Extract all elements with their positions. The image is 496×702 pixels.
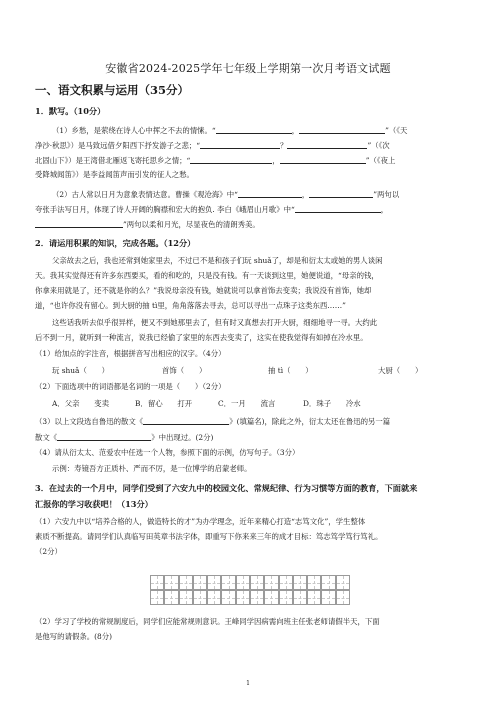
grid-row	[150, 575, 350, 590]
answer-blank[interactable]	[309, 189, 373, 198]
grid-cell[interactable]	[321, 575, 335, 590]
q2-sub-1-item[interactable]: 玩 shuǎ（ ）	[52, 366, 110, 375]
q3-sub-1-score: （2分）	[35, 547, 62, 556]
section-heading-1: 一、语文积累与运用（35分）	[35, 83, 190, 97]
grid-cell[interactable]	[307, 590, 321, 605]
q2-example: 示例：寿镜吾方正质朴、严而不厉，是一位博学的启蒙老师。	[52, 464, 252, 473]
page-number: 1	[246, 680, 250, 687]
q1-text: ”两句以柔和月光，尽显夜色的清朗秀美。	[123, 220, 260, 229]
page-title: 安徽省2024-2025学年七年级上学期第一次月考语文试题	[105, 62, 391, 75]
q1-text: ，	[272, 156, 280, 165]
grid-cell[interactable]	[179, 590, 193, 605]
choice-option-d[interactable]: D．珠子 冷水	[303, 399, 361, 408]
answer-blank[interactable]	[35, 219, 123, 228]
q1-line-4: 受降城闻笛》）是李益闻笛声而引发的征人之愁。	[35, 170, 194, 179]
q1-text: 净沙·秋思》）是马致远借夕阳西下抒发游子之悲；“	[35, 141, 201, 150]
q1-text: ”（《天	[385, 126, 408, 135]
q2-sub-2: （2）下面选项中的词语都是名词的一项是（ ）（2分）	[35, 382, 226, 391]
q2-sub-1-item[interactable]: 大厨（ ）	[378, 366, 423, 375]
answer-blank[interactable]	[216, 125, 292, 134]
grid-cell[interactable]	[164, 590, 178, 605]
grid-cell[interactable]	[150, 575, 164, 590]
grid-cell[interactable]	[336, 575, 350, 590]
grid-cell[interactable]	[293, 590, 307, 605]
grid-cell[interactable]	[264, 575, 278, 590]
answer-blank[interactable]	[295, 204, 381, 213]
grid-cell[interactable]	[207, 590, 221, 605]
q2-sub-1: （1）给加点的字注音，根据拼音写出相应的汉字。（4分）	[35, 349, 226, 358]
q2-passage-line: 天。我其实觉得还有许多东西要买，看的和吃的，只是没有钱。有一天谈到这里，她便说道，“母亲的钱，	[35, 271, 379, 280]
q1-text: ”两句以	[373, 190, 400, 199]
q1-text: （1）乡愁，是萦绕在诗人心中挥之不去的情愫。“	[52, 126, 216, 135]
q1-line-7	[35, 219, 260, 230]
q3-sub-2: （2）学习了学校的常规制度后，同学们应能常规则意识。王峰同学因病需向班主任张老师请假半天，下面	[35, 617, 380, 626]
grid-cell[interactable]	[193, 575, 207, 590]
q2-text: 散文《	[35, 433, 58, 442]
answer-blank[interactable]	[200, 140, 280, 149]
q1-text: （2）古人常以日月为意象表情达意。曹操《观沧海》中“	[52, 190, 238, 199]
q3-heading-cont: 汇报你的学习收获吧！（13分）	[35, 499, 153, 509]
choice-option-b[interactable]: B．留心 打开	[135, 399, 193, 408]
grid-cell[interactable]	[236, 590, 250, 605]
q1-heading: 1．默写。（10分）	[35, 106, 106, 116]
q1-text: ”（《夜上	[365, 156, 396, 165]
q2-passage-line: 父亲故去之后，我也还常到她家里去，不过已不是和孩子们玩 shuǎ了，却是和衍太太或她的男人谈闲	[52, 256, 383, 265]
q1-text: ，	[291, 126, 300, 135]
q2-sub-3-cont	[35, 432, 213, 443]
grid-cell[interactable]	[207, 575, 221, 590]
answer-blank[interactable]	[299, 125, 385, 134]
q2-passage-line: 道，“也许你没有留心。到大厨的抽 tì里，角角落落去寻去，总可以寻出一点珠子这类东西……”	[35, 301, 346, 310]
choice-option-a[interactable]: A．父亲 变卖	[52, 399, 110, 408]
q3-sub-1: （1）六安九中以“培养合格的人，做造特长的才”为办学理念，近年来精心打造“志笃文化”，学生整体	[35, 517, 366, 526]
grid-cell[interactable]	[221, 575, 235, 590]
grid-cell[interactable]	[250, 590, 264, 605]
answer-blank[interactable]	[280, 155, 366, 164]
q1-line-6	[35, 204, 388, 215]
q3-sub-2-cont: 是他写的请假条。(8分)	[35, 632, 112, 641]
q2-passage-line: 你拿来用就是了，还不就是你的么？”我说母亲没有钱，她就说可以拿首饰去变卖；我说没有首饰，她却	[35, 286, 372, 295]
q1-text: 北固山下》）是王湾借北雁返飞寄托思乡之情；“	[35, 156, 191, 165]
grid-cell[interactable]	[279, 575, 293, 590]
q2-text: 》(填篇名)，除此之外，衍太太还在鲁迅的另一篇	[229, 417, 391, 426]
grid-cell[interactable]	[236, 575, 250, 590]
q1-line-1	[52, 125, 407, 136]
q1-text: ，	[380, 205, 389, 214]
q1-text: 夸张手法写日月，体现了诗人开阔的胸襟和宏大的抱负. 李白《峨眉山月歌》中“	[35, 205, 295, 214]
grid-cell[interactable]	[321, 590, 335, 605]
q2-passage-line: 这些话我听去似乎很异样，便又不到她那里去了，但有时又真想去打开大厨，细细地寻一寻。大约此	[52, 318, 378, 327]
grid-cell[interactable]	[307, 575, 321, 590]
q2-sub-1-item[interactable]: 抽 tì（ ）	[268, 366, 313, 375]
q2-sub-1-item[interactable]: 首饰（ ）	[162, 366, 207, 375]
q3-heading: 3．在过去的一个月中，同学们受到了六安九中的校园文化、常规纪律、行为习惯等方面的教育，下面就来	[35, 483, 418, 493]
q2-sub-4: （4）请从衍太太、范爱农中任选一个人物，参照下面的示例，仿写句子。（3分）	[35, 448, 300, 457]
q1-line-5	[52, 189, 399, 200]
handwriting-grid[interactable]	[150, 575, 350, 605]
answer-blank[interactable]	[238, 189, 302, 198]
grid-cell[interactable]	[164, 575, 178, 590]
q2-passage-line: 后不到一月，就听到一种流言，说我已经偷了家里的东西去变卖了，这实在使我觉得有如掉在冷水里。	[35, 333, 368, 342]
q1-text: ”（《次	[367, 141, 390, 150]
grid-cell[interactable]	[264, 590, 278, 605]
grid-row	[150, 590, 350, 605]
q1-text: ？	[280, 141, 288, 150]
answer-blank[interactable]	[190, 155, 272, 164]
grid-cell[interactable]	[179, 575, 193, 590]
q2-sub-3	[35, 416, 390, 427]
grid-cell[interactable]	[250, 575, 264, 590]
answer-blank[interactable]	[287, 140, 367, 149]
q2-text: 》中出现过。(2分)	[151, 433, 214, 442]
grid-cell[interactable]	[293, 575, 307, 590]
grid-cell[interactable]	[279, 590, 293, 605]
q2-heading: 2．请运用积累的知识，完成各题。（12分）	[35, 238, 196, 248]
grid-cell[interactable]	[193, 590, 207, 605]
grid-cell[interactable]	[336, 590, 350, 605]
answer-blank[interactable]	[57, 432, 151, 441]
q2-text: （3）以上文段选自鲁迅的散文《	[35, 417, 144, 426]
answer-blank[interactable]	[143, 416, 229, 425]
q1-text: ，	[301, 190, 310, 199]
choice-option-c[interactable]: C．一月 流言	[218, 399, 276, 408]
grid-cell[interactable]	[150, 590, 164, 605]
q1-line-3	[35, 155, 395, 166]
q3-sub-1-cont: 素质不断提高。请同学们认真临写田英章书法字体，即重写下你来来三年的成才目标：笃志笃学笃行笃礼。	[35, 532, 383, 541]
q1-line-2	[35, 140, 390, 151]
grid-cell[interactable]	[221, 590, 235, 605]
